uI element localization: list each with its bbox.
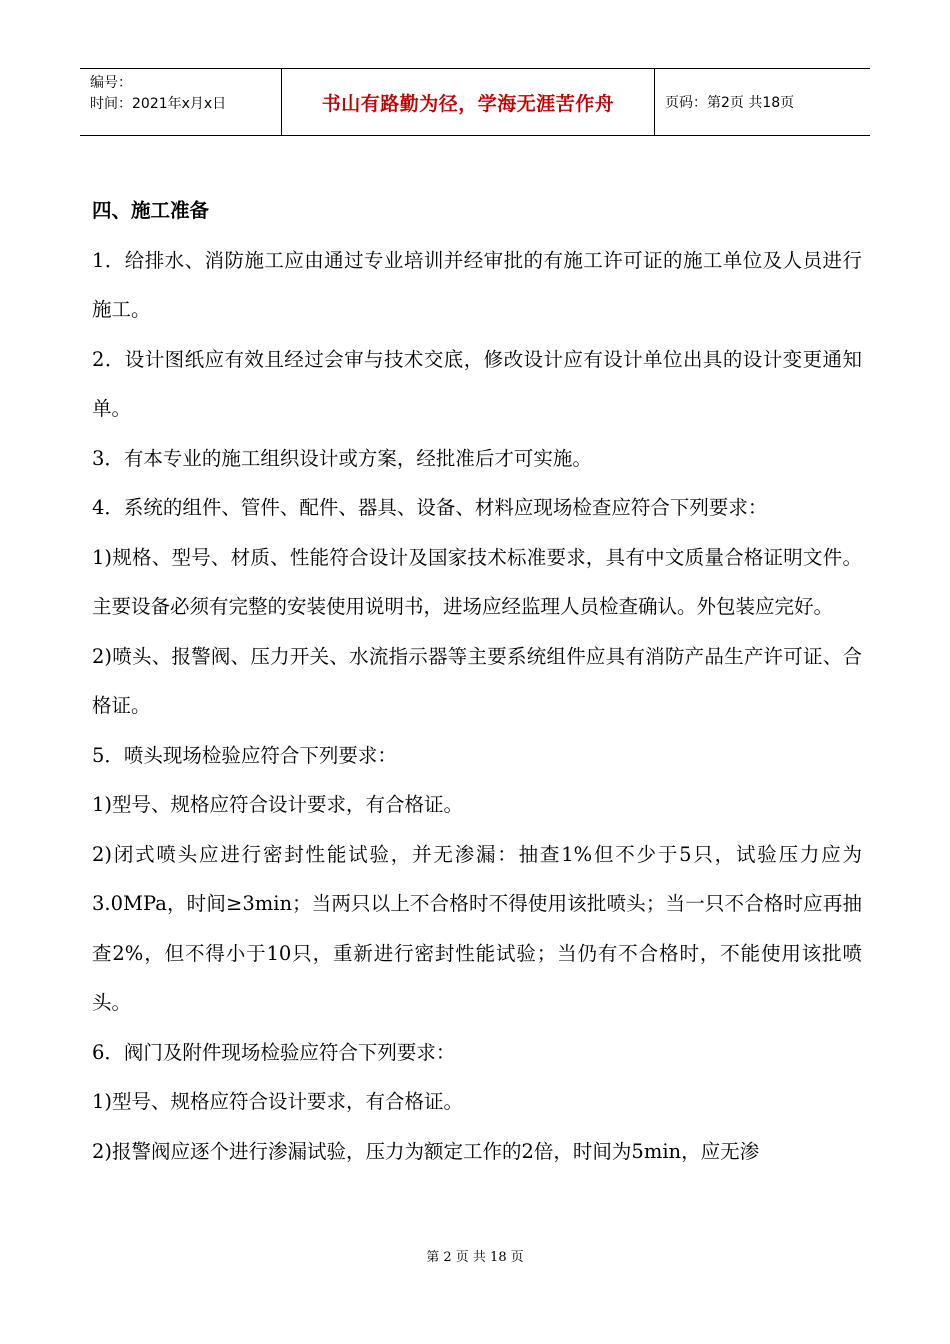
- page-header: [80, 68, 870, 136]
- section-title: 四、施工准备: [92, 199, 210, 222]
- header-page-info: 页码：第2页 共18页: [665, 95, 795, 111]
- paragraph: 2)闭式喷头应进行密封性能试验，并无渗漏：抽查1%但不少于5只，试验压力应为3.0MPa，时间≥3min；当两只以上不合格时不得使用该批喷头；当一只不合格时应再抽查2%，但不得小于10只，重新进行密封性能试验；当仍有不合格时，不能使用该批喷头。: [92, 842, 862, 1014]
- document-number-label: 编号：: [90, 75, 132, 91]
- page-footer: 第 2 页 共 18 页: [426, 1250, 524, 1265]
- header-meta: [80, 69, 282, 135]
- paragraph: 4．系统的组件、管件、配件、器具、设备、材料应现场检查应符合下列要求：: [92, 496, 768, 519]
- document-date: 时间：2021年x月x日: [90, 96, 227, 112]
- paragraph: 2)喷头、报警阀、压力开关、水流指示器等主要系统组件应具有消防产品生产许可证、合格证。: [92, 644, 862, 717]
- paragraph: 5．喷头现场检验应符合下列要求：: [92, 743, 397, 767]
- paragraph: 1．给排水、消防施工应由通过专业培训并经审批的有施工许可证的施工单位及人员进行施工。: [92, 248, 862, 321]
- paragraph: 1)型号、规格应符合设计要求，有合格证。: [92, 1090, 464, 1113]
- paragraph: 3．有本专业的施工组织设计或方案，经批准后才可实施。: [92, 446, 592, 470]
- paragraph: 1)型号、规格应符合设计要求，有合格证。: [92, 793, 464, 816]
- document-body: [92, 186, 862, 1176]
- paragraph: 2．设计图纸应有效且经过会审与技术交底，修改设计应有设计单位出具的设计变更通知单。: [92, 347, 862, 420]
- paragraph: 2)报警阀应逐个进行渗漏试验，压力为额定工作的2倍，时间为5min，应无渗: [92, 1139, 760, 1163]
- header-motto: 书山有路勤为径，学海无涯苦作舟: [282, 69, 655, 135]
- paragraph: 1)规格、型号、材质、性能符合设计及国家技术标准要求，具有中文质量合格证明文件。主要设备必须有完整的安装使用说明书，进场应经监理人员检查确认。外包装应完好。: [92, 545, 862, 618]
- paragraph: 6．阀门及附件现场检验应符合下列要求：: [92, 1040, 456, 1064]
